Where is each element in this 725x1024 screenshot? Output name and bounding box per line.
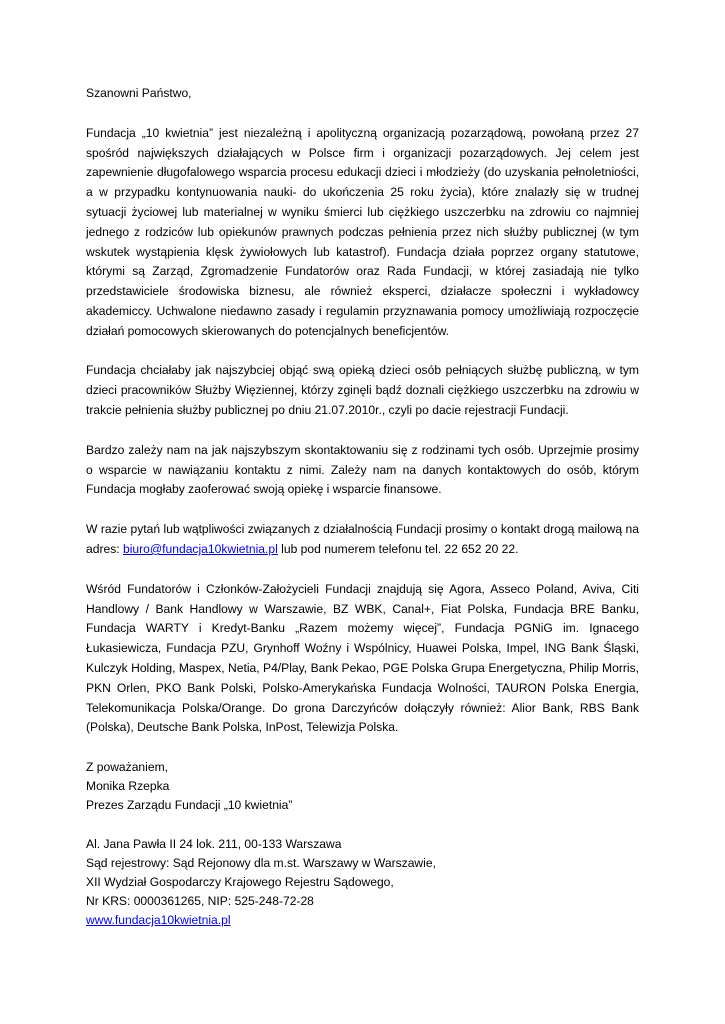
address-line-registry: Nr KRS: 0000361265, NIP: 525-248-72-28 — [86, 894, 314, 909]
paragraph-foundation-description: Fundacja „10 kwietnia” jest niezależną i apolityczną organizacją pozarządową, powołaną przez 27 spośród największych działających w Polsce firm i organizacji pozarządowych. Jej celem jest zapewnienie długofalowego wsparcia procesu edukacji dzieci i młodzieży (do uzyskania pełnoletniości, a w przypadku kontynuowania nauki- do ukończenia 25 roku życia), które znalazły się w trudnej sytuacji życiowej lub materialnej w wyniku śmierci lub ciężkiego uszczerbku na zdrowiu co najmniej jednego z rodziców lub opiekunów prawnych podczas pełnienia przez nich służby publicznej (w tym wskutek wystąpienia klęsk żywiołowych lub katastrof). Fundacja działa poprzez organy statutowe, którymi są Zarząd, Zgromadzenie Fundatorów oraz Rada Fundacji, w której zasiadają nie tylko przedstawiciele środowiska biznesu, ale również eksperci, działacze społeczni i wykładowcy akademiccy. Uchwalone niedawno zasady i regulamin przyznawania pomocy umożliwiają rozpoczęcie działań pomocowych skierowanych do potencjalnych beneficjentów. — [86, 125, 639, 338]
salutation: Szanowni Państwo, — [86, 86, 192, 100]
signature-block — [86, 758, 639, 815]
contact-text-before: W razie pytań lub wątpliwości związanych z działalnością Fundacji prosimy o kontakt drogą mailową na adres: — [86, 522, 639, 556]
letter-page — [86, 84, 639, 930]
closing-text: Z poważaniem, — [86, 760, 169, 775]
paragraph-support-goal: Fundacja chciałaby jak najszybciej objąć swą opieką dzieci osób pełniących służbę publiczną, w tym dzieci pracowników Służby Więziennej, którzy zginęli bądź doznali ciężkiego uszczerbku na zdrowiu w trakcie pełnienia służby publicznej po dniu 21.07.2010r., czyli po dacie rejestracji Fundacji. — [86, 363, 639, 417]
paragraph-contact-info — [86, 520, 639, 560]
contact-text-after: lub pod numerem telefonu tel. 22 652 20 22. — [277, 541, 519, 556]
address-line-division: XII Wydział Gospodarczy Krajowego Rejestru Sądowego, — [86, 875, 394, 890]
email-link[interactable]: biuro@fundacja10kwietnia.pl — [122, 541, 278, 556]
paragraph-founders-list: Wśród Fundatorów i Członków-Założycieli Fundacji znajdują się Agora, Asseco Poland, Aviva, Citi Handlowy / Bank Handlowy w Warszawie, BZ WBK, Canal+, Fiat Polska, Fundacja BRE Banku, Fundacja WARTY i Kredyt-Banku „Razem możemy więcej”, Fundacja PGNiG im. Ignacego Łukasiewicza, Fundacja PZU, Grynhoff Woźny i Wspólnicy, Huawei Polska, Impel, ING Bank Śląski, Kulczyk Holding, Maspex, Netia, P4/Play, Bank Pekao, PGE Polska Grupa Energetyczna, Philip Morris, PKN Orlen, PKO Bank Polski, Polsko-Amerykańska Fundacja Wolności, TAURON Polska Energia, Telekomunikacja Polska/Orange. Do grona Darczyńców dołączyły również: Alior Bank, RBS Bank (Polska), Deutsche Bank Polska, InPost, Telewizja Polska. — [86, 581, 639, 735]
address-line-street: Al. Jana Pawła II 24 lok. 211, 00-133 Warszawa — [86, 837, 342, 852]
address-line-court: Sąd rejestrowy: Sąd Rejonowy dla m.st. Warszawy w Warszawie, — [86, 856, 436, 871]
signer-title: Prezes Zarządu Fundacji „10 kwietnia” — [86, 798, 293, 813]
paragraph-contact-request: Bardzo zależy nam na jak najszybszym skontaktowaniu się z rodzinami tych osób. Uprzejmie prosimy o wsparcie w nawiązaniu kontaktu z nimi. Zależy nam na danych kontaktowych do osób, którym Fundacja mogłaby zaoferować swoją opiekę i wsparcie finansowe. — [86, 442, 639, 497]
website-link[interactable]: www.fundacja10kwietnia.pl — [86, 913, 231, 928]
signer-name: Monika Rzepka — [86, 779, 170, 794]
address-block — [86, 835, 639, 930]
